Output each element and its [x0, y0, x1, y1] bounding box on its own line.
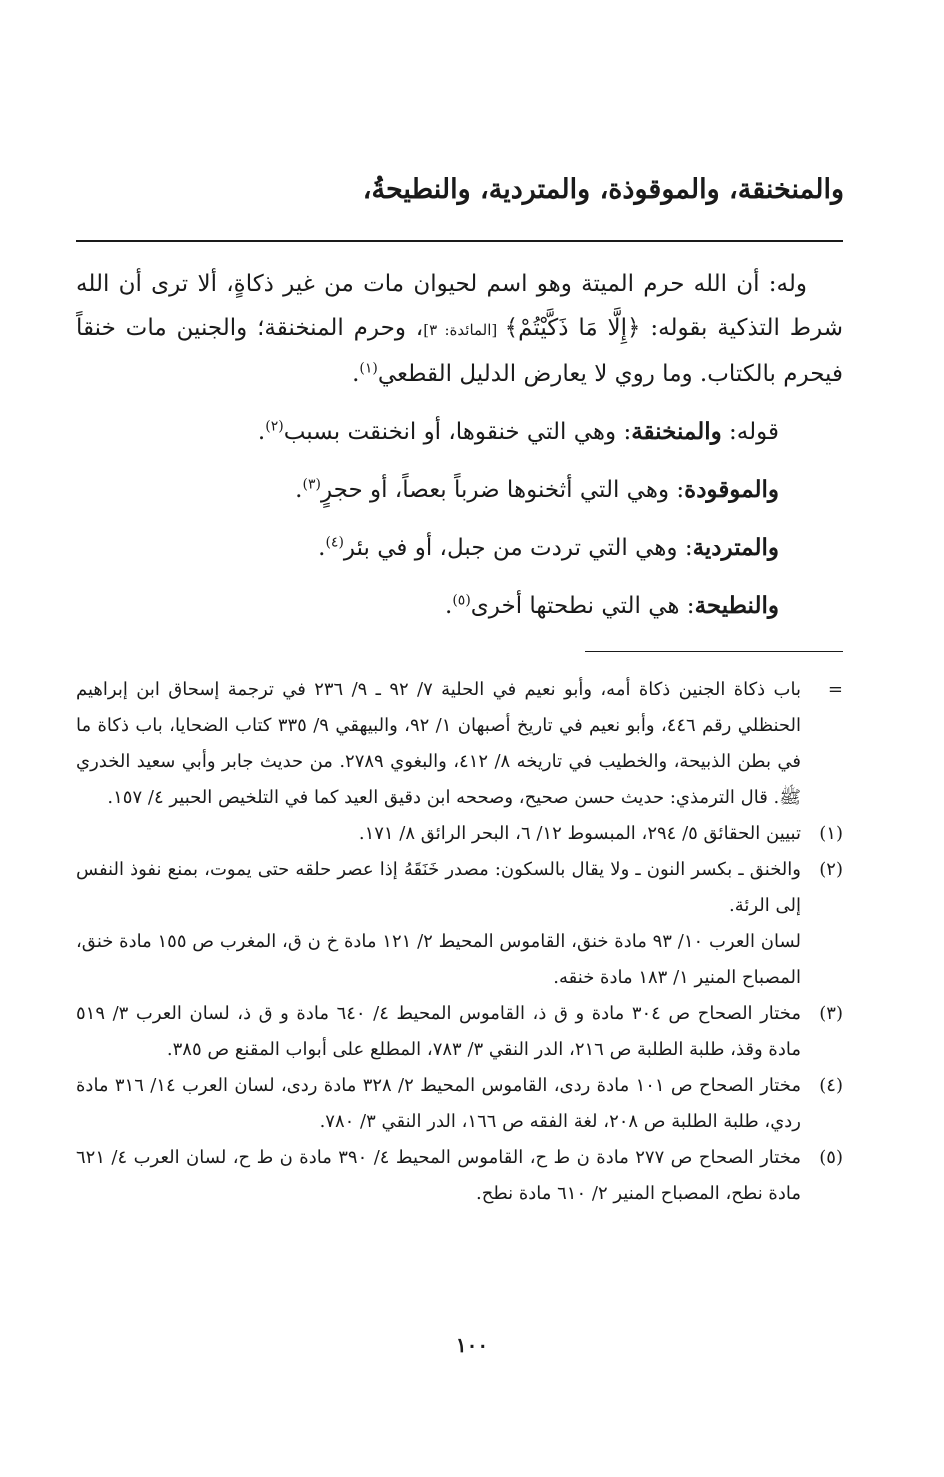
definition-line	[76, 526, 843, 570]
footnote-number: (١)	[819, 823, 843, 844]
main-paragraph	[76, 262, 843, 396]
footnote-item	[76, 996, 843, 1068]
definition-text: : وهي التي أثخنوها ضرباً بعصاً، أو حجرٍ	[320, 477, 685, 503]
footnote-number: =	[827, 679, 843, 700]
footnote-ref[interactable]: (١)	[359, 360, 378, 377]
footnote-number: (٥)	[819, 1147, 843, 1168]
definition-text: : وهي التي تردت من جبل، أو في بئر	[343, 535, 693, 561]
main-text	[76, 262, 843, 628]
footnote-divider	[585, 651, 843, 652]
definition-term: والنطيحة	[694, 592, 779, 619]
definition-end: .	[257, 419, 266, 445]
verse-citation: [المائدة: ٣]	[423, 321, 505, 339]
definition-line	[76, 584, 843, 628]
footnotes	[76, 672, 843, 1212]
definition-prefix: قوله:	[721, 419, 779, 445]
footnote-text: مختار الصحاح ص ١٠١ مادة ردى، القاموس المحيط ٢/ ٣٢٨ مادة ردى، لسان العرب ١٤/ ٣١٦ مادة ردي، طلبة الطلبة ص ٢٠٨، لغة الفقه ص ١٦٦، الدر النقي ٣/ ٧٨٠.	[76, 1075, 801, 1132]
definition-term: والمتردية	[692, 534, 779, 561]
paragraph-text-b: ، وحرم المنخنقة؛ والجنين مات خنقاً فيحرم بالكتاب. وما روي لا يعارض الدليل القطعي	[76, 315, 843, 387]
definition-text: : وهي التي خنقوها، أو انخنقت بسبب	[283, 419, 632, 445]
paragraph-text-a: وله: أن الله حرم الميتة وهو اسم لحيوان مات من غير ذكاةٍ، ألا ترى أن الله شرط التذكية بقوله:	[76, 271, 843, 341]
definition-term: والمنخنقة	[631, 418, 722, 445]
footnote-text: باب ذكاة الجنين ذكاة أمه، وأبو نعيم في الحلية ٧/ ٩٢ ـ ٩/ ٢٣٦ في ترجمة إسحاق ابن إبراهيم الحنظلي رقم ٤٤٦، وأبو نعيم في تاريخ أصبهان ١/ ٩٢، والبيهقي ٩/ ٣٣٥ كتاب الضحايا، باب ذكاة ما في بطن الذبيحة، والخطيب في تاريخه ٨/ ٤١٢، والبغوي ٢٧٨٩. من حديث جابر وأبي سعيد الخدري ﷺ. قال الترمذي: حديث حسن صحيح، وصححه ابن دقيق العيد كما في التلخيص الحبير ٤/ ١٥٧.	[76, 679, 801, 808]
footnote-ref[interactable]: (٥)	[452, 592, 471, 609]
footnote-text: تبيين الحقائق ٥/ ٢٩٤، المبسوط ١٢/ ٦، البحر الرائق ٨/ ١٧١.	[358, 823, 801, 844]
footnote-number: (٤)	[819, 1075, 843, 1096]
running-head: والمنخنقة، والموقوذة، والمتردية، والنطيحةُ،	[362, 174, 844, 205]
footnote-continuation	[76, 672, 843, 816]
quran-verse: ﴿إِلَّا مَا ذَكَّيْتُمْ﴾	[504, 315, 641, 341]
definition-term: والموقودة	[684, 476, 779, 503]
definition-end: .	[445, 593, 453, 619]
definition-line	[76, 468, 843, 512]
footnote-item	[76, 816, 843, 852]
page-number: ١٠٠	[455, 1333, 489, 1357]
footnote-text: لسان العرب ١٠/ ٩٣ مادة خنق، القاموس المحيط ٢/ ١٢١ مادة خ ن ق، المغرب ص ١٥٥ مادة خنق، المصباح المنير ١/ ١٨٣ مادة خنقه.	[76, 931, 801, 988]
footnote-text: مختار الصحاح ص ٢٧٧ مادة ن ط ح، القاموس المحيط ٤/ ٣٩٠ مادة ن ط ح، لسان العرب ٤/ ٦٢١ مادة نطح، المصباح المنير ٢/ ٦١٠ مادة نطح.	[76, 1147, 801, 1204]
footnote-text: مختار الصحاح ص ٣٠٤ مادة و ق ذ، القاموس المحيط ٤/ ٦٤٠ مادة و ق ذ، لسان العرب ٣/ ٥١٩ مادة وقذ، طلبة الطلبة ص ٢١٦، الدر النقي ٣/ ٧٨٣، المطلع على أبواب المقنع ص ٣٨٥.	[76, 1003, 801, 1060]
definition-text: : هي التي نطحتها أخرى	[470, 593, 695, 619]
header-divider	[76, 240, 843, 242]
footnote-number: (٣)	[819, 1003, 843, 1024]
definition-line	[76, 410, 843, 454]
definition-end: .	[318, 535, 326, 561]
footnote-ref[interactable]: (٣)	[302, 476, 321, 493]
footnote-ref[interactable]: (٢)	[265, 418, 284, 435]
definition-end: .	[295, 477, 303, 503]
footnote-ref[interactable]: (٤)	[325, 534, 344, 551]
footnote-number: (٢)	[819, 859, 843, 880]
paragraph-end: .	[352, 361, 360, 387]
footnote-item	[76, 1140, 843, 1212]
footnote-item	[76, 852, 843, 996]
footnote-item	[76, 1068, 843, 1140]
footnote-text: والخنق ـ بكسر النون ـ ولا يقال بالسكون: مصدر خَنَقَهُ إذا عصر حلقه حتى يموت، بمنع نفوذ النفس إلى الرئة.	[76, 859, 801, 916]
